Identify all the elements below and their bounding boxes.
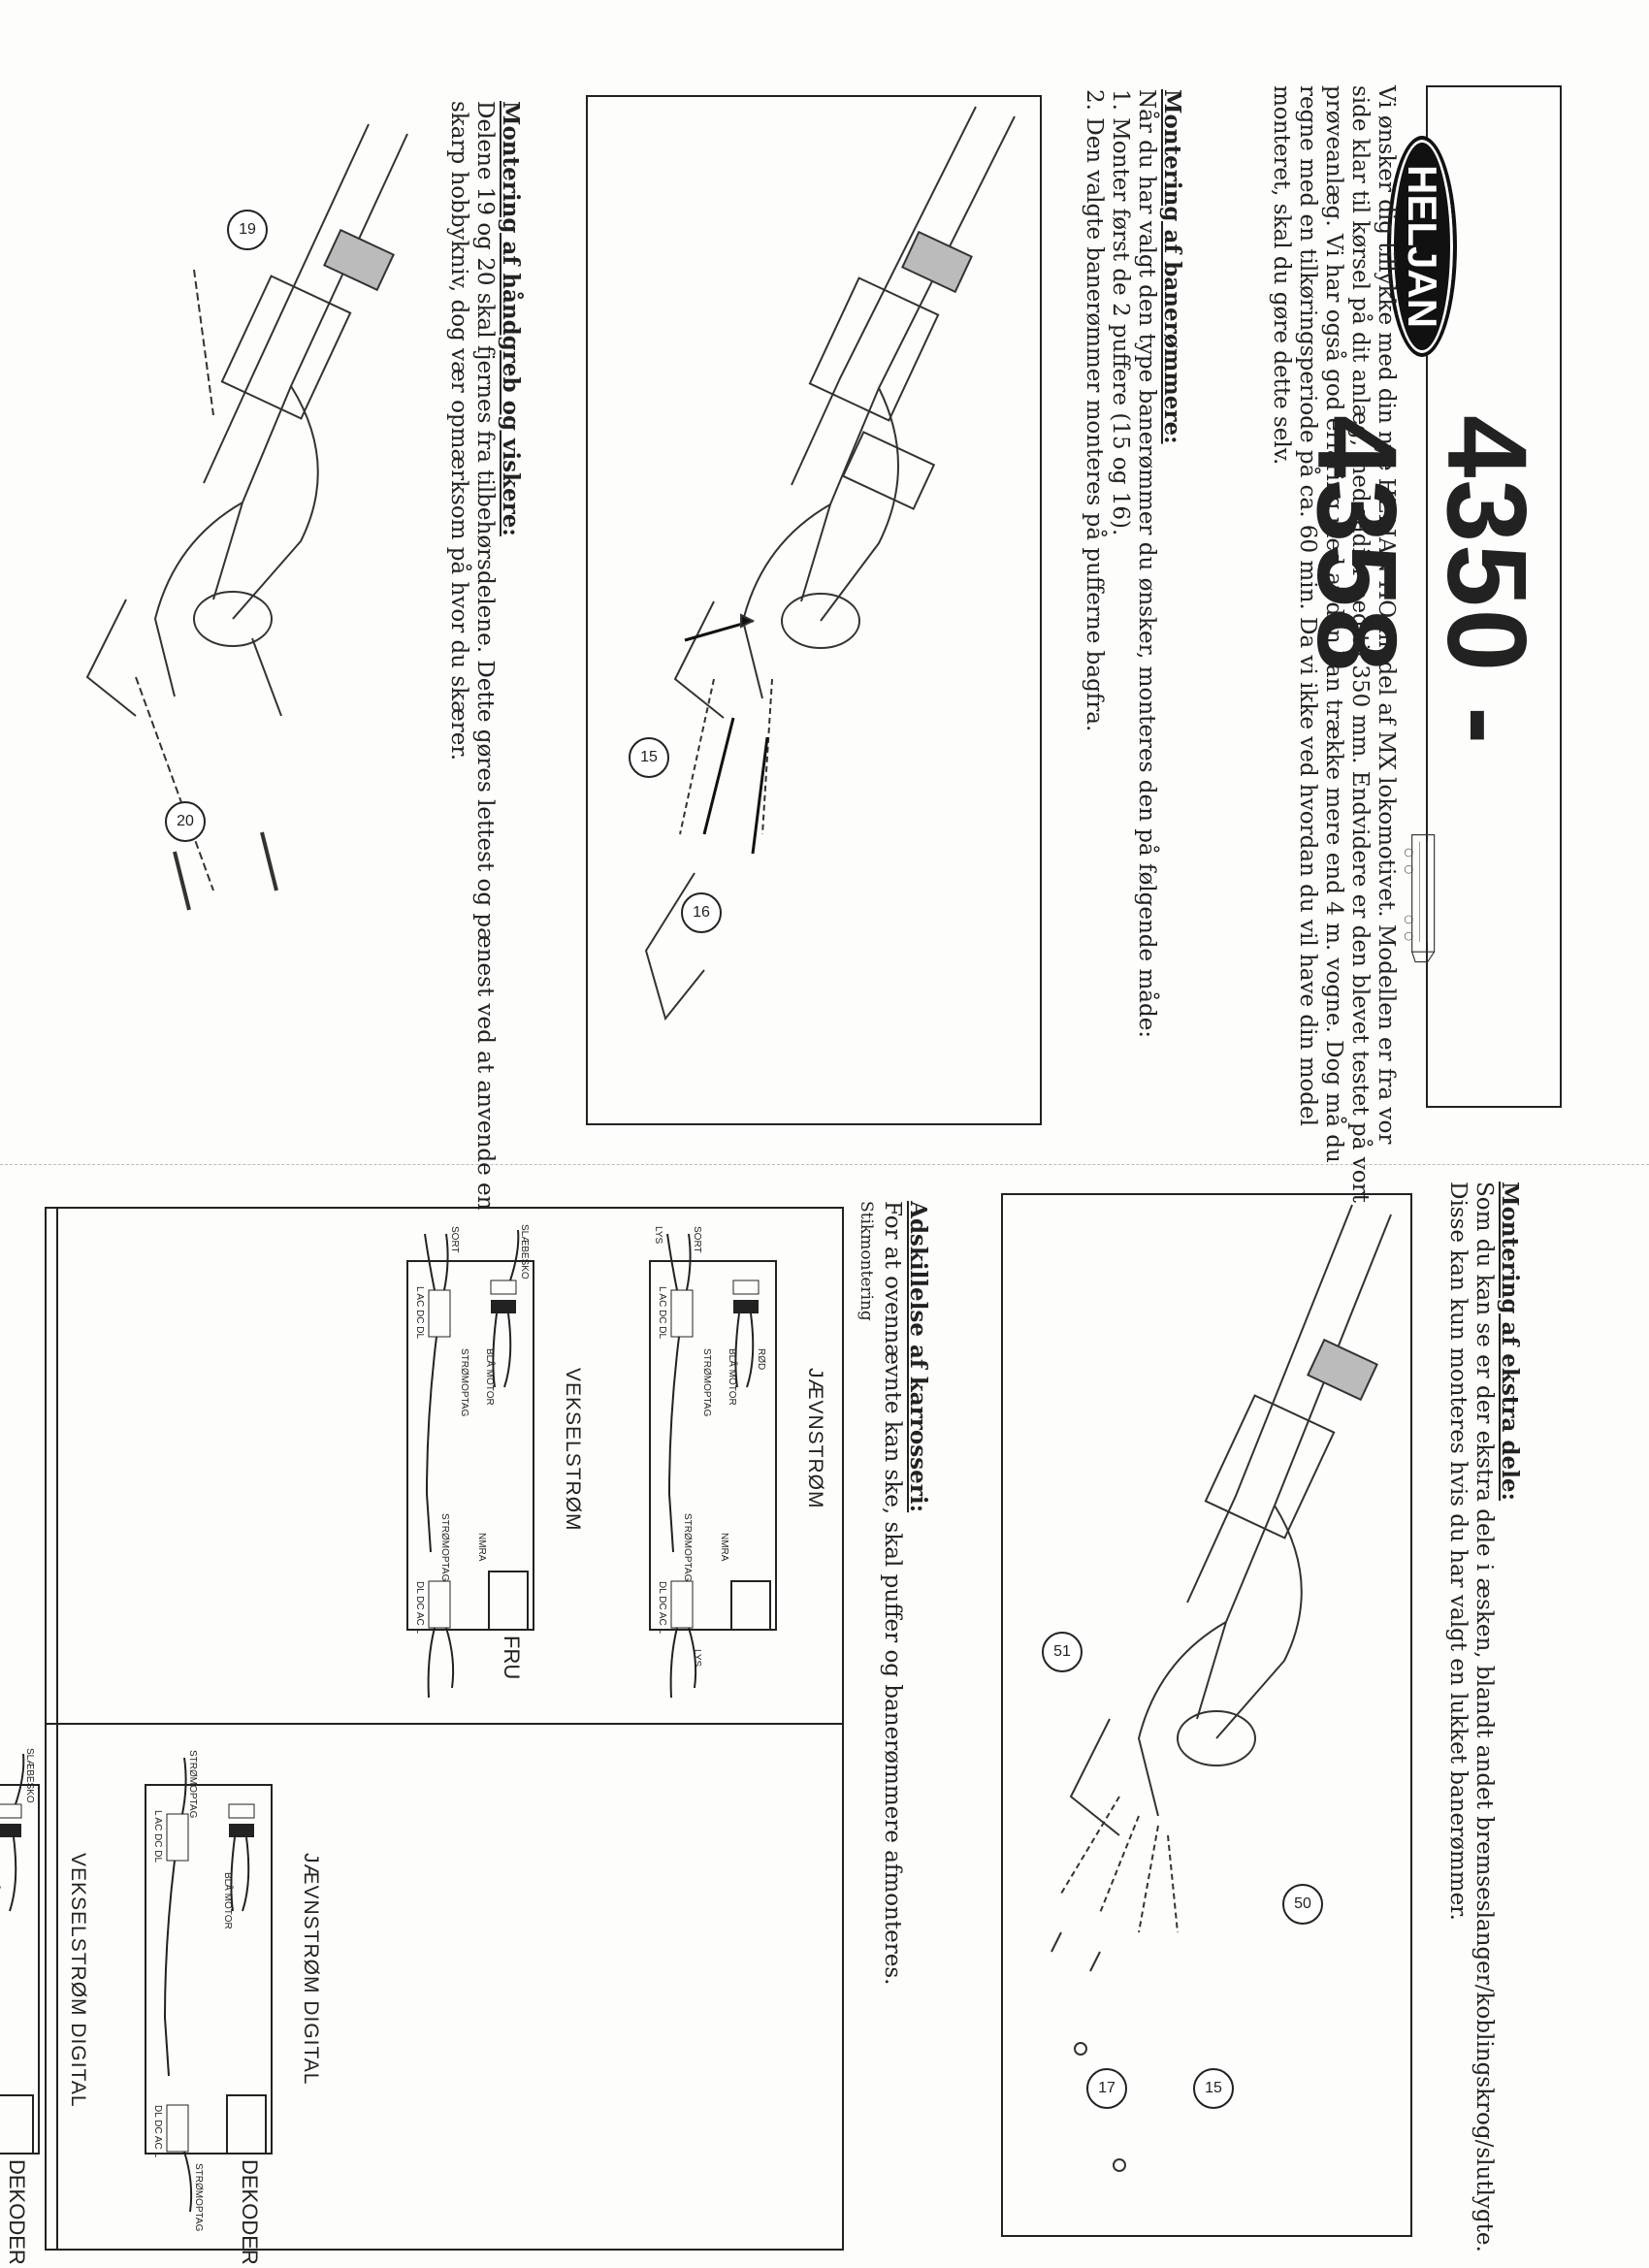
wire-label: BLÅ MOTOR xyxy=(484,1348,495,1406)
nmra-label: NMRA xyxy=(476,1533,487,1562)
page-divider xyxy=(0,1164,1649,1165)
nmra-label: NMRA xyxy=(719,1533,729,1562)
wire-label: SLÆBESKO xyxy=(24,1748,35,1803)
section-heading: Montering af banerømmere: xyxy=(1159,89,1185,444)
wiring-mid-divider xyxy=(45,1723,844,1725)
callout-15: 15 xyxy=(629,737,669,778)
wiring-diagram-jaevnstrom-digital xyxy=(107,1746,330,2265)
intro-line: Vi ønsker dig tillykke med din nye HELJAN HO-model af MX lokomotivet. Modellen er fra vor xyxy=(1374,85,1399,1145)
board-tag: DEKODER xyxy=(238,2159,262,2265)
board-tag: DEKODER xyxy=(5,2159,29,2265)
locomotive-handrail-illustration xyxy=(19,95,427,1121)
wiring-title: JÆVNSTRØM xyxy=(804,1368,826,1509)
pin-labels: L AC DC DL xyxy=(657,1286,667,1340)
wire-label: STRØMOPTAG xyxy=(701,1348,712,1417)
section-line: Som du kan se er der ekstra dele i æsken, blandt andet bremseslanger/koblingskrog/slutlygte. xyxy=(1471,1182,1497,2252)
baneromme-diagram xyxy=(586,95,1042,1125)
section-line: For at ovennævnte kan ske, skal puffer og banerømmere afmonteres. xyxy=(880,1201,905,1986)
callout-16: 16 xyxy=(681,892,722,933)
locomotive-front-illustration xyxy=(588,97,1040,1123)
circuit-board-diagram xyxy=(0,1746,97,2231)
wire-label: BLÅ MOTOR xyxy=(222,1872,233,1929)
circuit-board-diagram xyxy=(369,1222,592,1707)
wire-label: STRØMOPTAG xyxy=(439,1513,450,1582)
callout-19: 19 xyxy=(227,210,268,250)
intro-line: side klar til kørsel på dit anlæg, med radier ned til 350 mm. Endvidere er den blevet testet på vort xyxy=(1347,85,1373,1203)
baneromme-text xyxy=(1081,89,1185,1038)
wiring-diagram-vekselstrom xyxy=(369,1222,592,1707)
wire-label: RØD xyxy=(756,1348,766,1371)
wire-label: SORT xyxy=(692,1226,702,1253)
callout-20: 20 xyxy=(165,801,206,842)
wiring-title: JÆVNSTRØM DIGITAL xyxy=(300,1853,322,2086)
wiring-title: VEKSELSTRØM DIGITAL xyxy=(67,1853,89,2108)
pin-labels: DL DC AC L xyxy=(152,2105,163,2158)
section-line: Disse kan kun monteres hvis du har valgt en lukket banerømmer. xyxy=(1445,1182,1471,1921)
intro-line: prøveanlæg. Vi har også god erfaring med at den kan trække mere end 4 m. vogne. Dog må du xyxy=(1321,85,1346,1163)
pin-labels: DL DC AC L xyxy=(414,1581,425,1635)
karrosseri-text xyxy=(853,1201,931,1985)
pin-labels: L AC DC DL xyxy=(152,1810,163,1863)
board-tag: FRU xyxy=(500,1636,524,1680)
heljan-logo: HELJAN xyxy=(1387,136,1457,357)
haandgreb-text xyxy=(445,101,524,1210)
ekstra-text xyxy=(1444,1182,1523,2252)
wire-label: STRØMOPTAG xyxy=(682,1513,693,1582)
callout-51: 51 xyxy=(1042,1632,1083,1672)
model-number: 4350 - 4358 xyxy=(1294,415,1550,746)
wiring-diagram-jaevnstrom xyxy=(611,1222,834,1707)
section-heading: Adskillelse af karrosseri: xyxy=(905,1201,931,1513)
callout-15-extra: 15 xyxy=(1193,2068,1234,2109)
section-heading: Montering af håndgreb og viskere: xyxy=(498,101,524,536)
circuit-board-diagram xyxy=(107,1746,330,2231)
pin-labels: L AC DC DL xyxy=(414,1286,425,1340)
wiring-diagram-vekselstrom-digital xyxy=(0,1746,97,2265)
circuit-board-diagram xyxy=(611,1222,834,1707)
intro-text xyxy=(1268,85,1399,1203)
section-line: Delene 19 og 20 skal fjernes fra tilbehørsdelene. Dette gøres lettest og pænest ved at anvende en xyxy=(472,101,498,1211)
haandgreb-diagram xyxy=(19,95,427,1125)
section-subheading: Stikmontering xyxy=(857,1201,876,1321)
wire-label: LYS xyxy=(692,1649,702,1668)
intro-line: regne med en tilkøringsperiode på ca. 60 min. Da vi ikke ved hvordan du vil have din model xyxy=(1295,85,1320,1126)
intro-line: monteret, skal du gøre dette selv. xyxy=(1269,85,1294,466)
pin-labels: DL DC AC L xyxy=(657,1581,667,1635)
wire-label: SORT xyxy=(449,1226,460,1253)
section-line: Når du har valgt den type banerømmer du ønsker, monteres den på følgende måde: xyxy=(1134,89,1159,1039)
wire-label: LYS xyxy=(653,1226,663,1245)
section-line: 2. Den valgte banerømmer monteres på pufferne bagfra. xyxy=(1082,89,1107,732)
section-heading: Montering af ekstra dele: xyxy=(1497,1182,1523,1501)
wire-label: STRØMOPTAG xyxy=(187,1750,198,1819)
section-line: skarp hobbykniv, dog vær opmærksom på hvor du skærer. xyxy=(446,101,471,761)
wire-label: BLÅ MOTOR xyxy=(727,1348,737,1406)
ekstra-diagram xyxy=(1001,1193,1412,2237)
wire-label: STRØMOPTAG xyxy=(193,2163,204,2232)
wire-label: STRØMOPTAG xyxy=(459,1348,469,1417)
section-line: 1. Monter først de 2 puffere (15 og 16). xyxy=(1108,89,1133,536)
wiring-title: VEKSELSTRØM xyxy=(562,1368,584,1532)
callout-17: 17 xyxy=(1086,2068,1127,2109)
callout-50: 50 xyxy=(1282,1884,1323,1925)
wire-label: SLÆBESKO xyxy=(519,1224,530,1280)
